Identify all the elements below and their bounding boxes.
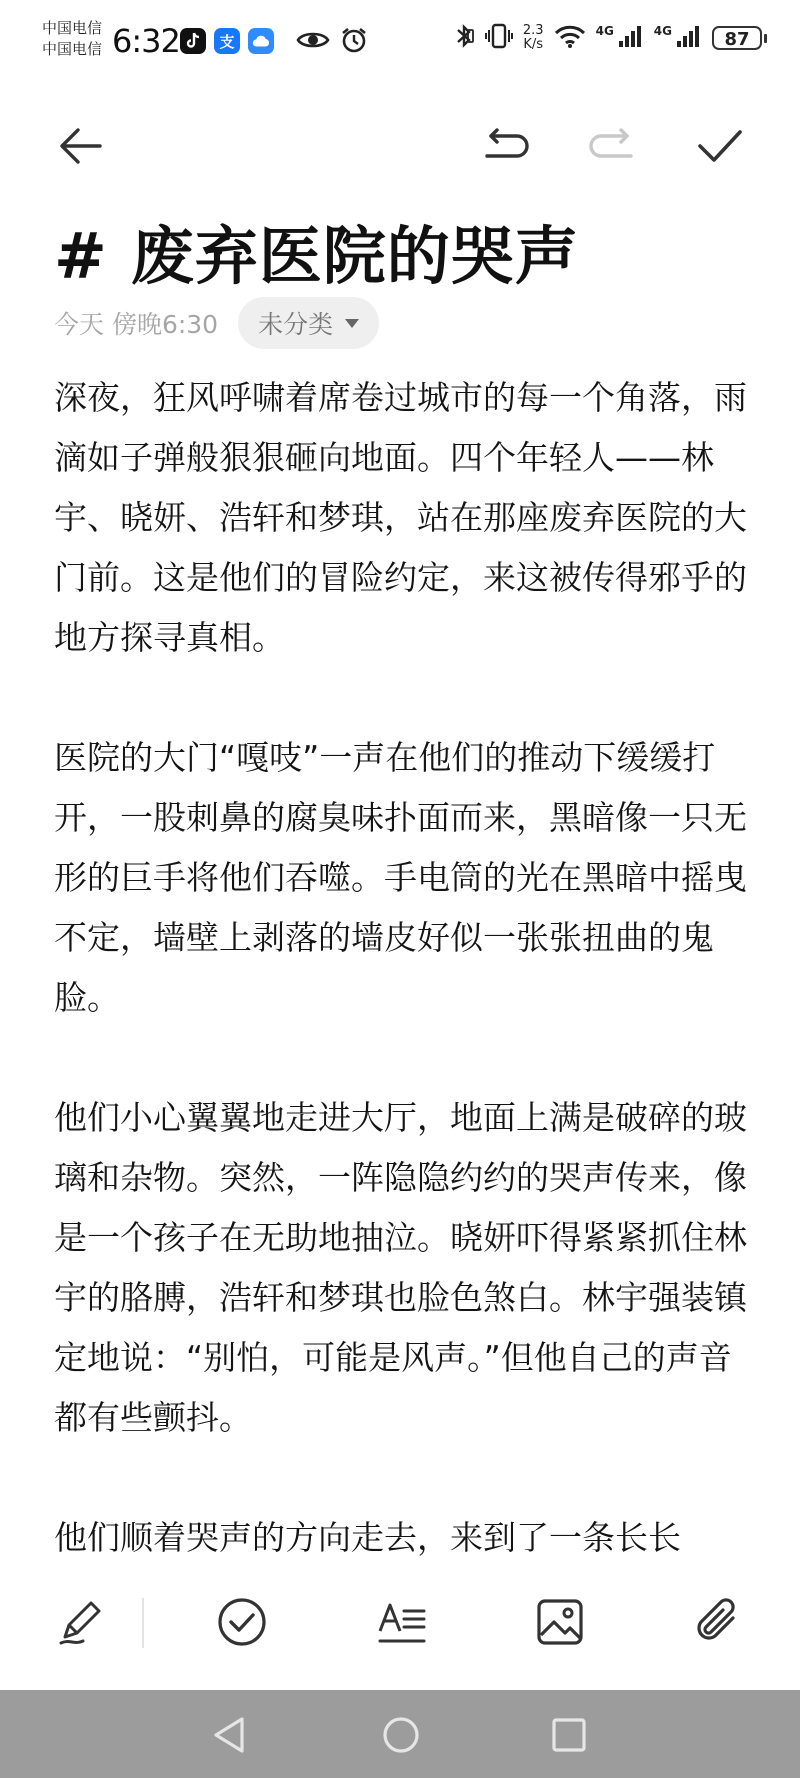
note-meta: [54, 296, 379, 350]
checklist-button[interactable]: [212, 1592, 272, 1652]
cloud-icon: [248, 28, 274, 54]
category-label: 未分类: [258, 310, 334, 339]
note-date: 今天 傍晚6:30: [54, 310, 219, 339]
eye-comfort-icon: [296, 29, 330, 55]
network-speed: [523, 24, 544, 52]
nav-home-icon: [381, 1715, 421, 1755]
redo-icon: [587, 128, 637, 164]
editor-toolbar: [0, 110, 800, 182]
nav-recents-icon: [551, 1717, 587, 1753]
pen-icon: [57, 1597, 107, 1647]
status-right-group: [453, 22, 762, 54]
nav-back-button[interactable]: [204, 1710, 254, 1760]
signal-strength-2-icon: [676, 24, 702, 52]
back-button[interactable]: [52, 118, 108, 174]
nav-back-icon: [212, 1716, 246, 1754]
checklist-icon: [216, 1596, 268, 1648]
handwriting-button[interactable]: [52, 1592, 112, 1652]
back-arrow-icon: [56, 126, 104, 166]
note-paragraph: 他们顺着哭声的方向走去，来到了一条长长: [54, 1518, 681, 1557]
undo-icon: [481, 128, 531, 164]
alipay-icon: [214, 28, 240, 54]
system-status-icons: [296, 26, 368, 58]
alipay-glyph: 支: [219, 32, 235, 51]
nav-home-button[interactable]: [376, 1710, 426, 1760]
system-nav-bar: [0, 1690, 800, 1778]
undo-button[interactable]: [478, 118, 534, 174]
carrier-2: 中国电信: [42, 40, 103, 58]
wifi-icon: [554, 24, 586, 52]
attachment-button[interactable]: [688, 1592, 748, 1652]
note-paragraph: 医院的大门“嘎吱”一声在他们的推动下缓缓打开，一股刺鼻的腐臭味扑面而来，黑暗像一只无形的巨手将他们吞噬。手电筒的光在黑暗中摇曳不定，墙壁上剥落的墙皮好似一张张扭曲的鬼脸。: [54, 738, 747, 1017]
bluetooth-icon: [453, 22, 475, 54]
insert-image-button[interactable]: [530, 1592, 590, 1652]
image-icon: [535, 1597, 585, 1647]
vibrate-icon: [485, 23, 513, 53]
carrier-1: 中国电信: [42, 19, 103, 37]
status-time: 6:32: [112, 22, 180, 60]
text-format-button[interactable]: [372, 1592, 432, 1652]
toolbar-divider: [142, 1598, 144, 1648]
nav-recents-button[interactable]: [544, 1710, 594, 1760]
tiktok-icon: [180, 28, 206, 54]
status-bar: [0, 0, 800, 92]
net-speed-unit: K/s: [523, 37, 544, 52]
checkmark-icon: [696, 128, 744, 164]
note-paragraph: 深夜，狂风呼啸着席卷过城市的每一个角落，雨滴如子弹般狠狠砸向地面。四个年轻人——林宇、晓妍、浩轩和梦琪，站在那座废弃医院的大门前。这是他们的冒险约定，来这被传得邪乎的地方探寻真相。: [54, 378, 747, 657]
note-body[interactable]: [54, 368, 754, 1568]
confirm-button[interactable]: [692, 118, 748, 174]
net-speed-value: 2.3: [522, 23, 544, 38]
text-format-icon: [376, 1597, 428, 1647]
signal-2-label: 4G: [653, 24, 672, 38]
note-paragraph: 他们小心翼翼地走进大厅，地面上满是破碎的玻璃和杂物。突然，一阵隐隐约约的哭声传来，像是一个孩子在无助地抽泣。晓妍吓得紧紧抓住林宇的胳膊，浩轩和梦琪也脸色煞白。林宇强装镇定地说：“别怕，可能是风声。”但他自己的声音都有些颤抖。: [54, 1098, 747, 1437]
note-title[interactable]: # 废弃医院的哭声: [54, 220, 579, 293]
signal-strength-1-icon: [618, 24, 644, 52]
signal-1-label: 4G: [595, 24, 614, 38]
notification-icons: [180, 28, 274, 54]
alarm-icon: [340, 26, 368, 58]
carrier-labels: [42, 18, 102, 60]
chevron-down-icon: [345, 319, 359, 328]
format-toolbar: [0, 1582, 800, 1662]
category-selector[interactable]: [238, 297, 379, 349]
attachment-icon: [693, 1596, 743, 1648]
redo-button[interactable]: [584, 118, 640, 174]
battery-indicator: 87: [712, 26, 762, 50]
